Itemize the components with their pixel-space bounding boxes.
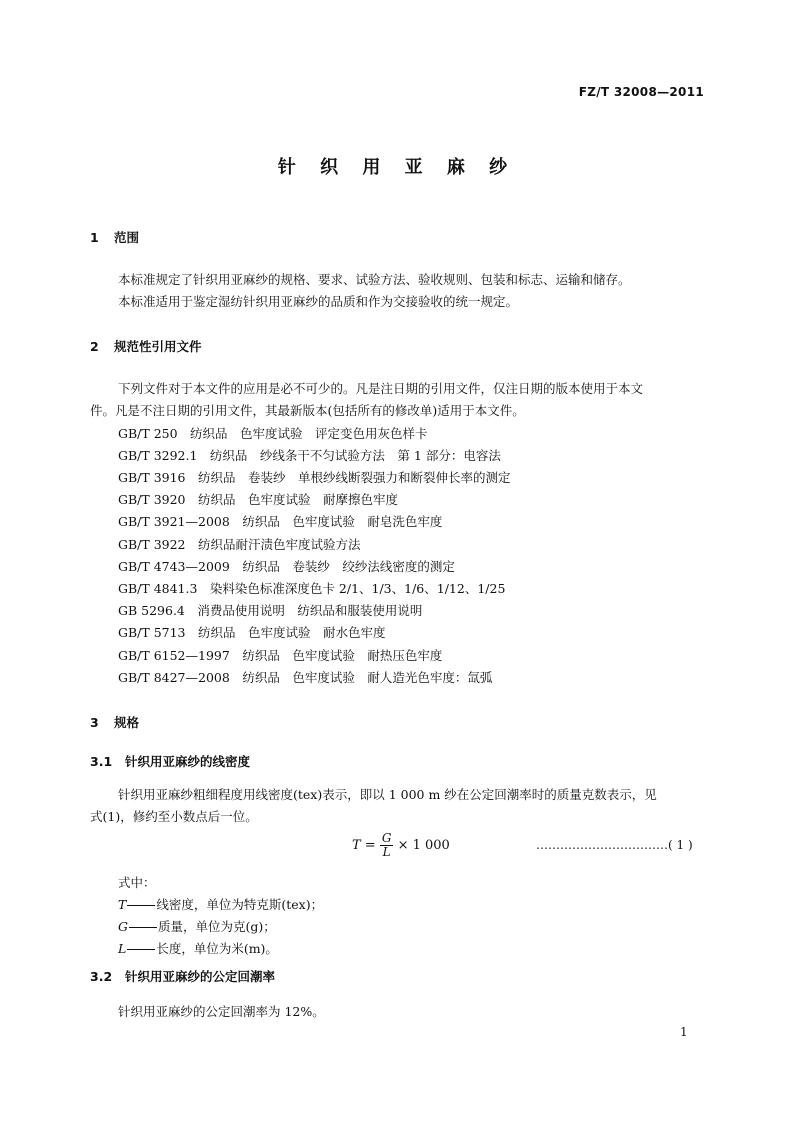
reference-item: GB/T 6152—1997 纺织品 色牢度试验 耐热压色牢度 xyxy=(118,648,443,663)
variable-symbol: T xyxy=(118,897,127,912)
reference-item: GB/T 3920 纺织品 色牢度试验 耐摩擦色牢度 xyxy=(118,492,399,507)
section-title: 规范性引用文件 xyxy=(114,339,202,354)
formula-label: ……………………………( 1 ) xyxy=(536,838,693,852)
formula xyxy=(352,832,450,859)
variable-text: 线密度，单位为特克斯(tex)； xyxy=(156,897,324,912)
subsection-3-1-heading xyxy=(90,752,250,770)
variable-text: 长度，单位为米(m)。 xyxy=(156,941,278,956)
section-3-heading xyxy=(90,713,139,731)
paragraph: 本标准适用于鉴定湿纺针织用亚麻纱的品质和作为交接验收的统一规定。 xyxy=(118,294,519,309)
variable-definition xyxy=(118,917,276,935)
em-dash xyxy=(127,949,155,950)
variable-symbol: G xyxy=(118,919,128,934)
paragraph: 针织用亚麻纱粗细程度用线密度(tex)表示，即以 1 000 m 纱在公定回潮率时的质量克数表示，见 xyxy=(118,787,657,802)
formula-lhs: T = xyxy=(352,838,376,853)
formula-numerator: G xyxy=(381,831,392,845)
variable-definition xyxy=(118,939,278,957)
variable-symbol: L xyxy=(118,941,127,956)
where-label: 式中： xyxy=(118,875,156,890)
reference-item: GB/T 3292.1 纺织品 纱线条干不匀试验方法 第 1 部分：电容法 xyxy=(118,448,501,463)
paragraph: 本标准规定了针织用亚麻纱的规格、要求、试验方法、验收规则、包装和标志、运输和储存。 xyxy=(118,272,631,287)
paragraph-continuation: 件。凡是不注日期的引用文件，其最新版本(包括所有的修改单)适用于本文件。 xyxy=(90,403,525,418)
page-number: 1 xyxy=(680,1025,688,1039)
section-number: 2 xyxy=(90,339,99,354)
variable-text: 质量，单位为克(g)； xyxy=(158,919,276,934)
reference-item: GB/T 3916 纺织品 卷装纱 单根纱线断裂强力和断裂伸长率的测定 xyxy=(118,470,511,485)
subsection-title: 针织用亚麻纱的公定回潮率 xyxy=(125,969,276,984)
formula-denominator: L xyxy=(382,845,391,859)
section-1-heading xyxy=(90,228,139,246)
reference-item: GB/T 4743—2009 纺织品 卷装纱 绞纱法线密度的测定 xyxy=(118,559,455,574)
paragraph-continuation: 式(1)，修约至小数点后一位。 xyxy=(90,809,258,824)
reference-item: GB 5296.4 消费品使用说明 纺织品和服装使用说明 xyxy=(118,603,423,618)
reference-item: GB/T 4841.3 染料染色标准深度色卡 2/1、1/3、1/6、1/12、1/25 xyxy=(118,581,506,596)
paragraph: 针织用亚麻纱的公定回潮率为 12%。 xyxy=(118,1004,325,1019)
document-title: 针 织 用 亚 麻 纱 xyxy=(277,157,517,178)
subsection-number: 3.2 xyxy=(90,969,113,984)
formula-fraction xyxy=(380,832,394,859)
reference-item: GB/T 250 纺织品 色牢度试验 评定变色用灰色样卡 xyxy=(118,426,428,441)
em-dash xyxy=(127,905,155,906)
subsection-number: 3.1 xyxy=(90,754,113,769)
section-2-heading xyxy=(90,337,202,355)
reference-item: GB/T 5713 纺织品 色牢度试验 耐水色牢度 xyxy=(118,625,386,640)
reference-item: GB/T 3921—2008 纺织品 色牢度试验 耐皂洗色牢度 xyxy=(118,514,443,529)
section-number: 1 xyxy=(90,230,99,245)
variable-definition xyxy=(118,895,323,913)
reference-item: GB/T 8427—2008 纺织品 色牢度试验 耐人造光色牢度：氙弧 xyxy=(118,670,493,685)
section-title: 规格 xyxy=(114,715,140,730)
em-dash xyxy=(129,927,157,928)
formula-rhs: × 1 000 xyxy=(397,838,450,853)
subsection-title: 针织用亚麻纱的线密度 xyxy=(125,754,251,769)
standard-number: FZ/T 32008—2011 xyxy=(578,85,704,99)
section-number: 3 xyxy=(90,715,99,730)
reference-item: GB/T 3922 纺织品耐汗渍色牢度试验方法 xyxy=(118,537,361,552)
subsection-3-2-heading xyxy=(90,967,275,985)
paragraph: 下列文件对于本文件的应用是必不可少的。凡是注日期的引用文件，仅注日期的版本使用于本文 xyxy=(118,381,644,396)
section-title: 范围 xyxy=(114,230,140,245)
